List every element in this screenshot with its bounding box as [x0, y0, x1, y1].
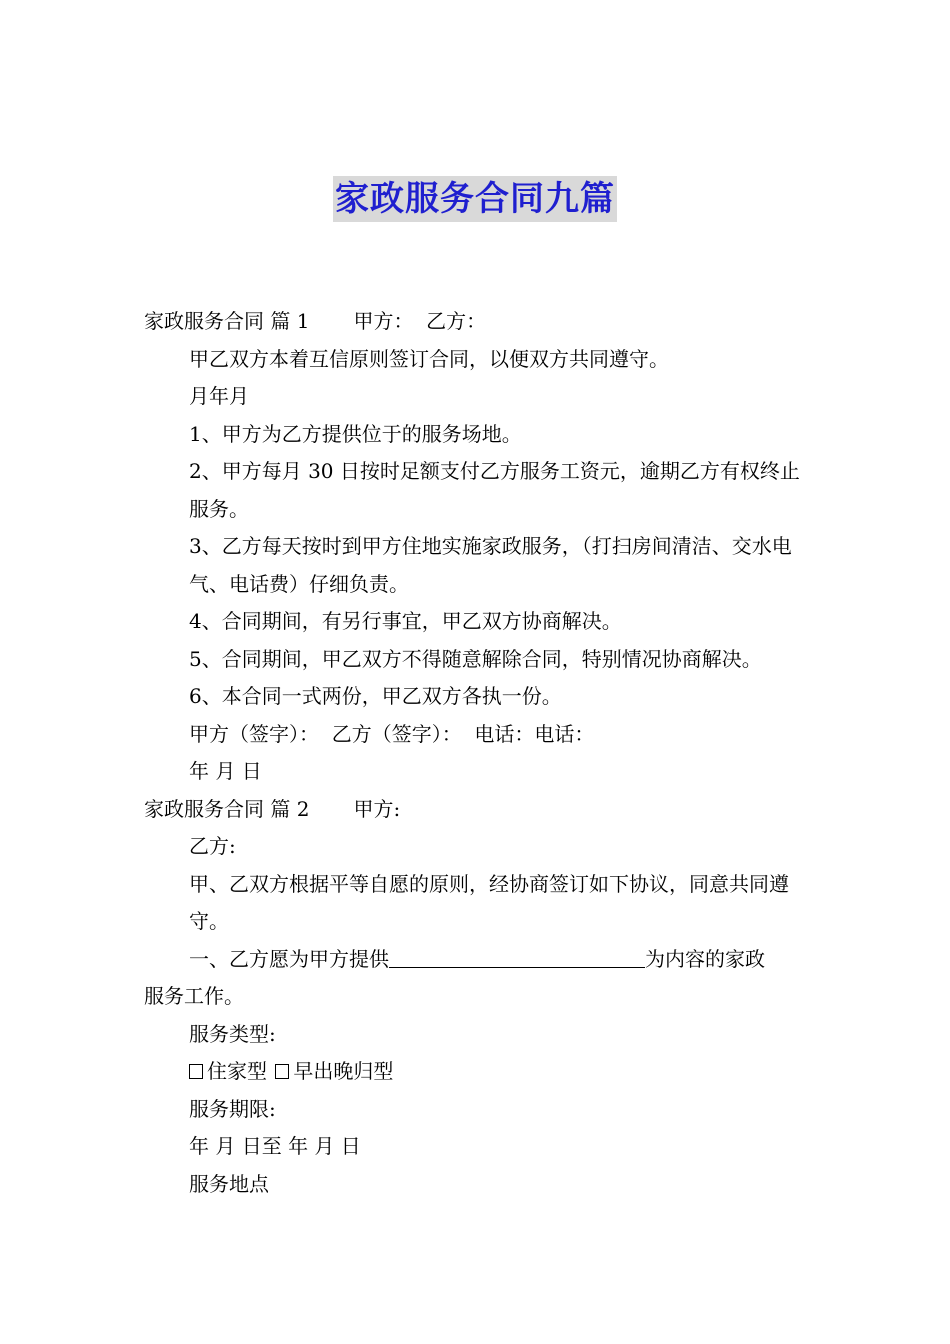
section1-sign-line: 甲方（签字）： 乙方（签字）： 电话：电话： [189, 721, 595, 746]
section2-clause-1-after: 为内容的家政 [645, 946, 765, 971]
day-shift-checkbox[interactable] [275, 1064, 289, 1079]
section1-item-4: 4、合同期间，有另行事宜，甲乙双方协商解决。 [189, 609, 622, 633]
section1-item-5: 5、合同期间，甲乙双方不得随意解除合同，特别情况协商解决。 [189, 646, 762, 671]
section2-period-line: 年 月 日至 年 月 日 [189, 1134, 361, 1158]
live-in-option-label: 住家型 [207, 1059, 267, 1083]
document-title: 家政服务合同九篇 [333, 176, 617, 222]
section2-heading-line [144, 791, 814, 829]
section2-service-type-options [144, 1053, 814, 1091]
section1-date-line: 月年月 [189, 384, 249, 408]
section1-item-6: 6、本合同一式两份，甲乙双方各执一份。 [189, 684, 562, 708]
section1-item-2-text: 2、甲方每月 30 日按时足额支付乙方服务工资元，逾期乙方有权终止服务。 [189, 459, 800, 521]
section1-party-a: 甲方： [353, 309, 414, 333]
section2-party-a: 甲方: [353, 796, 401, 821]
section1-item-2 [144, 453, 814, 528]
section2-service-location-label: 服务地点 [189, 1171, 269, 1196]
section1-item-1: 1、甲方为乙方提供位于的服务场地。 [189, 421, 522, 446]
document-body [144, 303, 814, 1203]
section1-item-3 [144, 528, 814, 603]
section2-clause-1-cont: 服务工作。 [144, 984, 244, 1008]
section2-service-type-label: 服务类型: [189, 1021, 276, 1046]
fill-in-blank[interactable] [389, 945, 645, 968]
section2-service-period-label: 服务期限: [189, 1096, 276, 1121]
title-container [0, 176, 950, 222]
section1-heading: 家政服务合同 篇 1 [144, 309, 310, 333]
section1-party-b: 乙方： [426, 309, 487, 333]
section2-intro [144, 866, 814, 941]
section2-heading: 家政服务合同 篇 2 [144, 796, 310, 821]
section2-clause-1-before: 一、乙方愿为甲方提供 [189, 946, 389, 971]
section1-item-3-text: 3、乙方每天按时到甲方住地实施家政服务，（打扫房间清洁、交水电气、电话费）仔细负责。 [189, 534, 792, 596]
day-shift-option-label: 早出晚归型 [293, 1059, 394, 1083]
section1-intro: 甲乙双方本着互信原则签订合同，以便双方共同遵守。 [189, 346, 669, 371]
section2-party-b: 乙方: [189, 834, 236, 858]
section1-sign-date: 年 月 日 [189, 759, 262, 783]
section1-heading-line [144, 303, 814, 341]
section2-intro-text: 甲、乙双方根据平等自愿的原则，经协商签订如下协议，同意共同遵守。 [189, 871, 789, 933]
section2-clause-1 [144, 941, 814, 979]
live-in-checkbox[interactable] [189, 1064, 203, 1079]
